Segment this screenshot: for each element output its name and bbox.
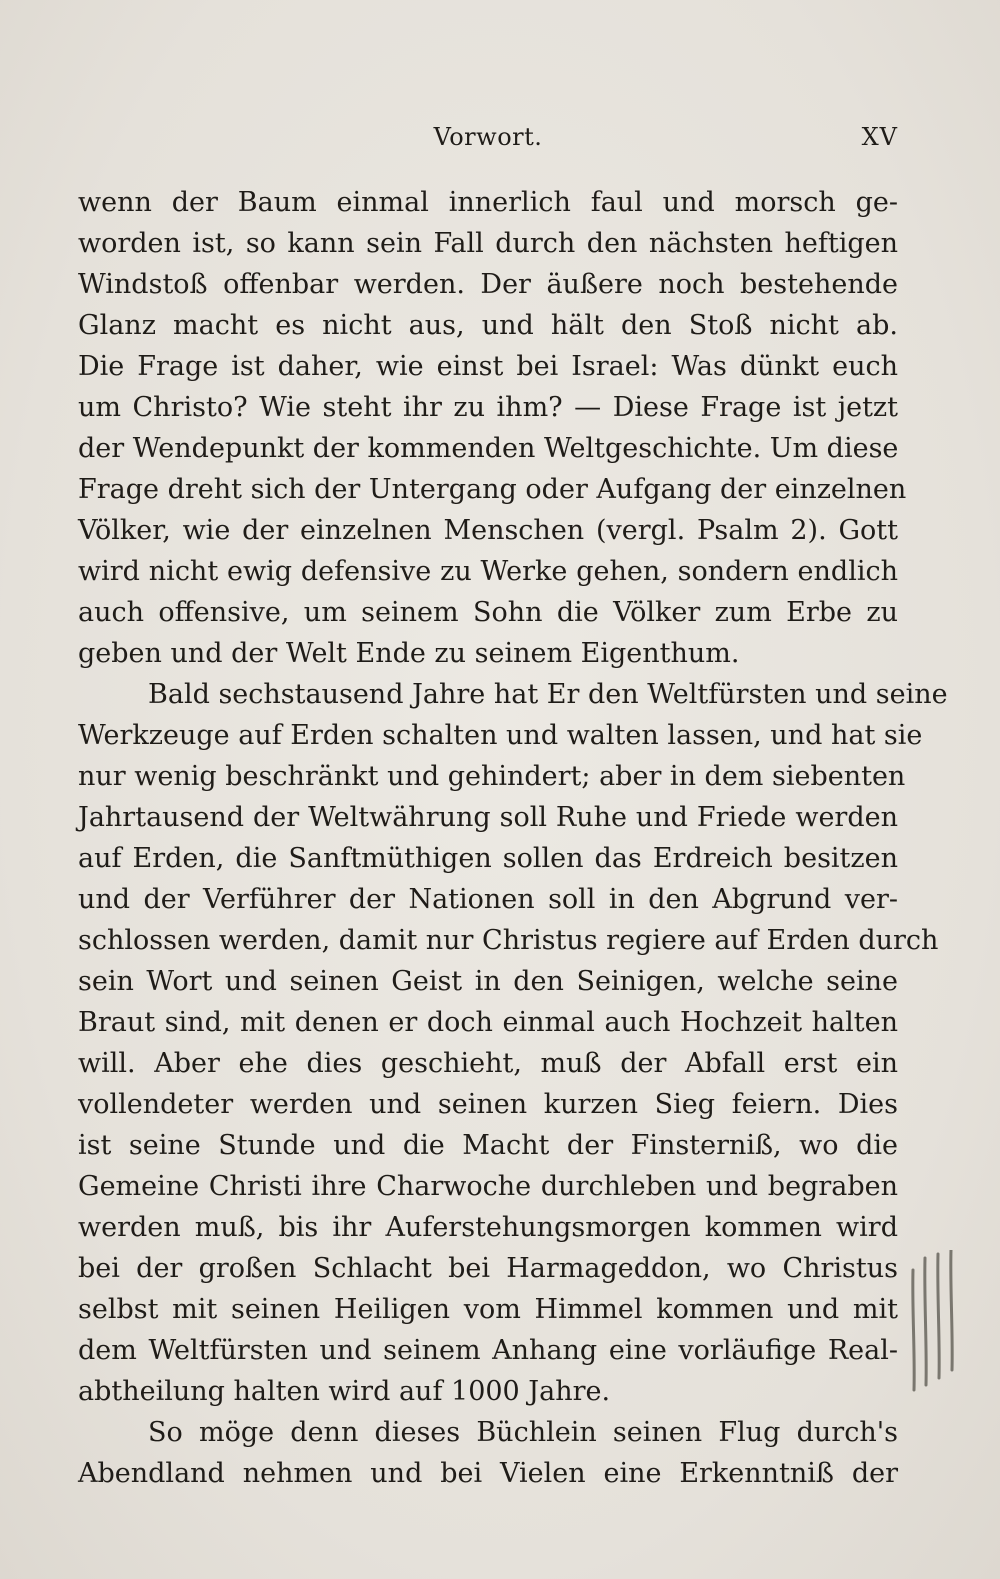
pencil-stroke (913, 1270, 914, 1390)
pencil-marginal-marks (905, 1250, 965, 1400)
pencil-stroke (925, 1258, 926, 1385)
page-header (78, 123, 898, 163)
text-line: Bald sechstausend Jahre hat Er den Weltfürsten und seine (148, 679, 948, 710)
text-line: So möge denn dieses Büchlein seinen Flug durch's (148, 1417, 898, 1448)
text-line: Braut sind, mit denen er doch einmal auch Hochzeit halten (78, 1007, 898, 1038)
page-number: XV (861, 123, 898, 151)
text-line: geben und der Welt Ende zu seinem Eigenthum. (78, 638, 740, 669)
text-line: und der Verführer der Nationen soll in den Abgrund ver- (78, 884, 898, 915)
text-line: Gemeine Christi ihre Charwoche durchleben und begraben (78, 1171, 898, 1202)
text-line: nur wenig beschränkt und gehindert; aber in dem siebenten (78, 761, 906, 792)
text-line: auch offensive, um seinem Sohn die Völker zum Erbe zu (78, 597, 898, 628)
text-line: Völker, wie der einzelnen Menschen (vergl. Psalm 2). Gott (78, 515, 898, 546)
text-line: dem Weltfürsten und seinem Anhang eine vorläufige Real- (78, 1335, 898, 1366)
text-line: Abendland nehmen und bei Vielen eine Erkenntniß der (78, 1458, 898, 1489)
text-line: sein Wort und seinen Geist in den Seinigen, welche seine (78, 966, 898, 997)
text-line: worden ist, so kann sein Fall durch den nächsten heftigen (78, 228, 898, 259)
paragraph (78, 674, 948, 1412)
text-line: Frage dreht sich der Untergang oder Aufgang der einzelnen (78, 474, 907, 505)
text-line: wenn der Baum einmal innerlich faul und morsch ge- (78, 187, 898, 218)
text-line: der Wendepunkt der kommenden Weltgeschichte. Um diese (78, 433, 899, 464)
running-title: Vorwort. (433, 123, 543, 151)
paragraph (78, 1412, 898, 1494)
text-line: wird nicht ewig defensive zu Werke gehen, sondern endlich (78, 556, 898, 587)
text-line: abtheilung halten wird auf 1000 Jahre. (78, 1376, 611, 1407)
text-line: Glanz macht es nicht aus, und hält den Stoß nicht ab. (78, 310, 898, 341)
text-line: auf Erden, die Sanftmüthigen sollen das Erdreich besitzen (78, 843, 898, 874)
text-line: Windstoß offenbar werden. Der äußere noch bestehende (78, 269, 898, 300)
body-text (78, 182, 948, 1494)
pencil-stroke (951, 1250, 952, 1370)
text-line: selbst mit seinen Heiligen vom Himmel kommen und mit (78, 1294, 898, 1325)
text-line: um Christo? Wie steht ihr zu ihm? — Diese Frage ist jetzt (78, 392, 898, 423)
text-line: bei der großen Schlacht bei Harmageddon, wo Christus (78, 1253, 898, 1284)
text-line: Werkzeuge auf Erden schalten und walten lassen, und hat sie (78, 720, 923, 751)
text-line: schlossen werden, damit nur Christus regiere auf Erden durch (78, 925, 939, 956)
text-line: will. Aber ehe dies geschieht, muß der Abfall erst ein (78, 1048, 898, 1079)
text-line: vollendeter werden und seinen kurzen Sieg feiern. Dies (78, 1089, 898, 1120)
pencil-stroke (938, 1254, 939, 1378)
text-line: ist seine Stunde und die Macht der Finsterniß, wo die (78, 1130, 898, 1161)
text-line: Die Frage ist daher, wie einst bei Israel: Was dünkt euch (78, 351, 898, 382)
text-line: werden muß, bis ihr Auferstehungsmorgen kommen wird (78, 1212, 898, 1243)
text-line: Jahrtausend der Weltwährung soll Ruhe und Friede werden (78, 802, 898, 833)
paragraph (78, 182, 907, 674)
